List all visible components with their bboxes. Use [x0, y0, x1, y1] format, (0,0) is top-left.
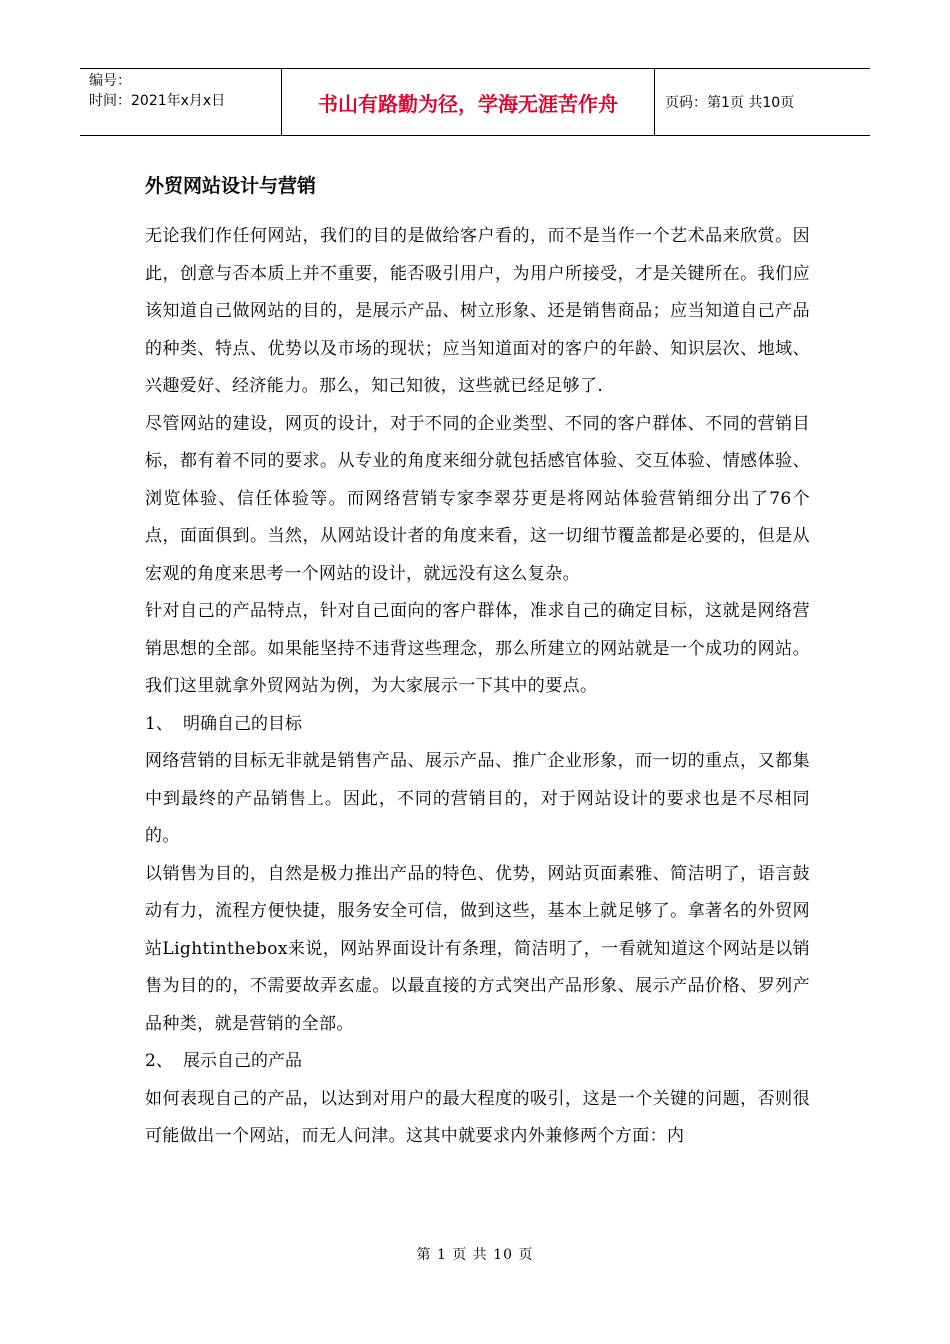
paragraph: 针对自己的产品特点，针对自己面向的客户群体，准求自己的确定目标，这就是网络营销思想的全部。如果能坚持不违背这些理念，那么所建立的网站就是一个成功的网站。我们这里就拿外贸网站为例，为大家展示一下其中的要点。: [145, 601, 810, 696]
header-page-number: 页码：第1页 共10页: [665, 95, 795, 111]
page-footer: 第 1 页 共 10 页: [416, 1247, 534, 1263]
section-number: 1、: [145, 713, 173, 734]
header-meta: [80, 69, 282, 135]
paragraph: 无论我们作任何网站，我们的目的是做给客户看的，而不是当作一个艺术品来欣赏。因此，创意与否本质上并不重要，能否吸引用户，为用户所接受，才是关键所在。我们应该知道自己做网站的目的，是展示产品、树立形象、还是销售商品；应当知道自己产品的种类、特点、优势以及市场的现状；应当知道面对的客户的年龄、知识层次、地域、兴趣爱好、经济能力。那么，知己知彼，这些就已经足够了.: [145, 226, 810, 396]
section-heading-2: [145, 1043, 810, 1081]
number-label: 编号：: [89, 73, 131, 89]
page-header: [80, 68, 870, 136]
paragraph: 尽管网站的建设，网页的设计，对于不同的企业类型、不同的客户群体、不同的营销目标，都有着不同的要求。从专业的角度来细分就包括感官体验、交互体验、情感体验、浏览体验、信任体验等。而网络营销专家李翠芬更是将网站体验营销细分出了76个点，面面俱到。当然，从网站设计者的角度来看，这一切细节覆盖都是必要的，但是从宏观的角度来思考一个网站的设计，就远没有这么复杂。: [145, 413, 810, 584]
header-motto: 书山有路勤为径，学海无涯苦作舟: [282, 69, 655, 135]
paragraph: 网络营销的目标无非就是销售产品、展示产品、推广企业形象，而一切的重点，又都集中到最终的产品销售上。因此，不同的营销目的，对于网站设计的要求也是不尽相同的。: [145, 751, 810, 846]
paragraph: 如何表现自己的产品，以达到对用户的最大程度的吸引，这是一个关键的问题，否则很可能做出一个网站，而无人问津。这其中就要求内外兼修两个方面：内: [145, 1088, 810, 1146]
time-label: 时间：2021年x月x日: [89, 93, 226, 109]
section-title: 明确自己的目标: [183, 713, 302, 734]
paragraph: 以销售为目的，自然是极力推出产品的特色、优势，网站页面素雅、简洁明了，语言鼓动有力，流程方便快捷，服务安全可信，做到这些，基本上就足够了。拿著名的外贸网站Lightinthebox来说，网站界面设计有条理，简洁明了，一看就知道这个网站是以销售为目的的，不需要故弄玄虚。以最直接的方式突出产品形象、展示产品价格、罗列产品种类，就是营销的全部。: [145, 863, 810, 1034]
section-title: 展示自己的产品: [183, 1051, 302, 1071]
section-number: 2、: [145, 1051, 173, 1071]
document-title: 外贸网站设计与营销: [145, 175, 317, 197]
section-heading-1: [145, 706, 810, 744]
document-body: [145, 168, 810, 1156]
